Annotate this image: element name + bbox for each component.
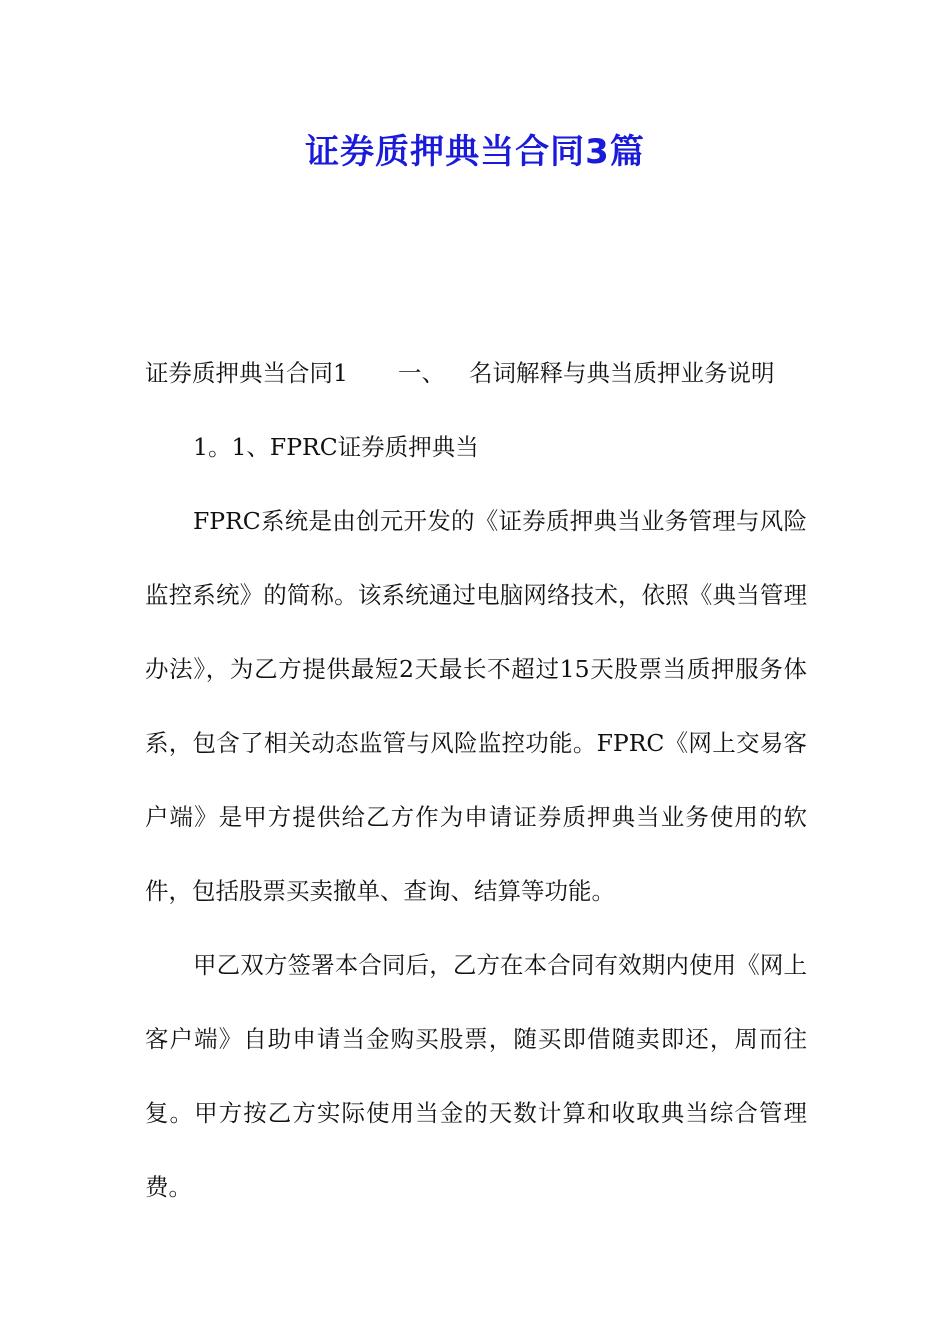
- document-body: [145, 336, 807, 1224]
- subsection-title: 1。1、FPRC证券质押典当: [193, 433, 479, 461]
- document-title: 证券质押典当合同3篇: [305, 132, 645, 172]
- paragraph-agreement-terms: 甲乙双方签署本合同后，乙方在本合同有效期内使用《网上客户端》自助申请当金购买股票，随买即借随卖即还，周而往复。甲方按乙方实际使用当金的天数计算和收取典当综合管理费。: [145, 951, 807, 1201]
- paragraph-fprc-description: FPRC系统是由创元开发的《证券质押典当业务管理与风险监控系统》的简称。该系统通过电脑网络技术，依照《典当管理办法》，为乙方提供最短2天最长不超过15天股票当质押服务体系，包含了相关动态监管与风险监控功能。FPRC《网上交易客户端》是甲方提供给乙方作为申请证券质押典当业务使用的软件，包括股票买卖撤单、查询、结算等功能。: [145, 507, 807, 905]
- section-number: 一、: [397, 359, 445, 387]
- section-heading-line: [145, 336, 807, 410]
- contract-label: 证券质押典当合同1: [145, 359, 348, 387]
- section-title: 名词解释与典当质押业务说明: [468, 359, 775, 387]
